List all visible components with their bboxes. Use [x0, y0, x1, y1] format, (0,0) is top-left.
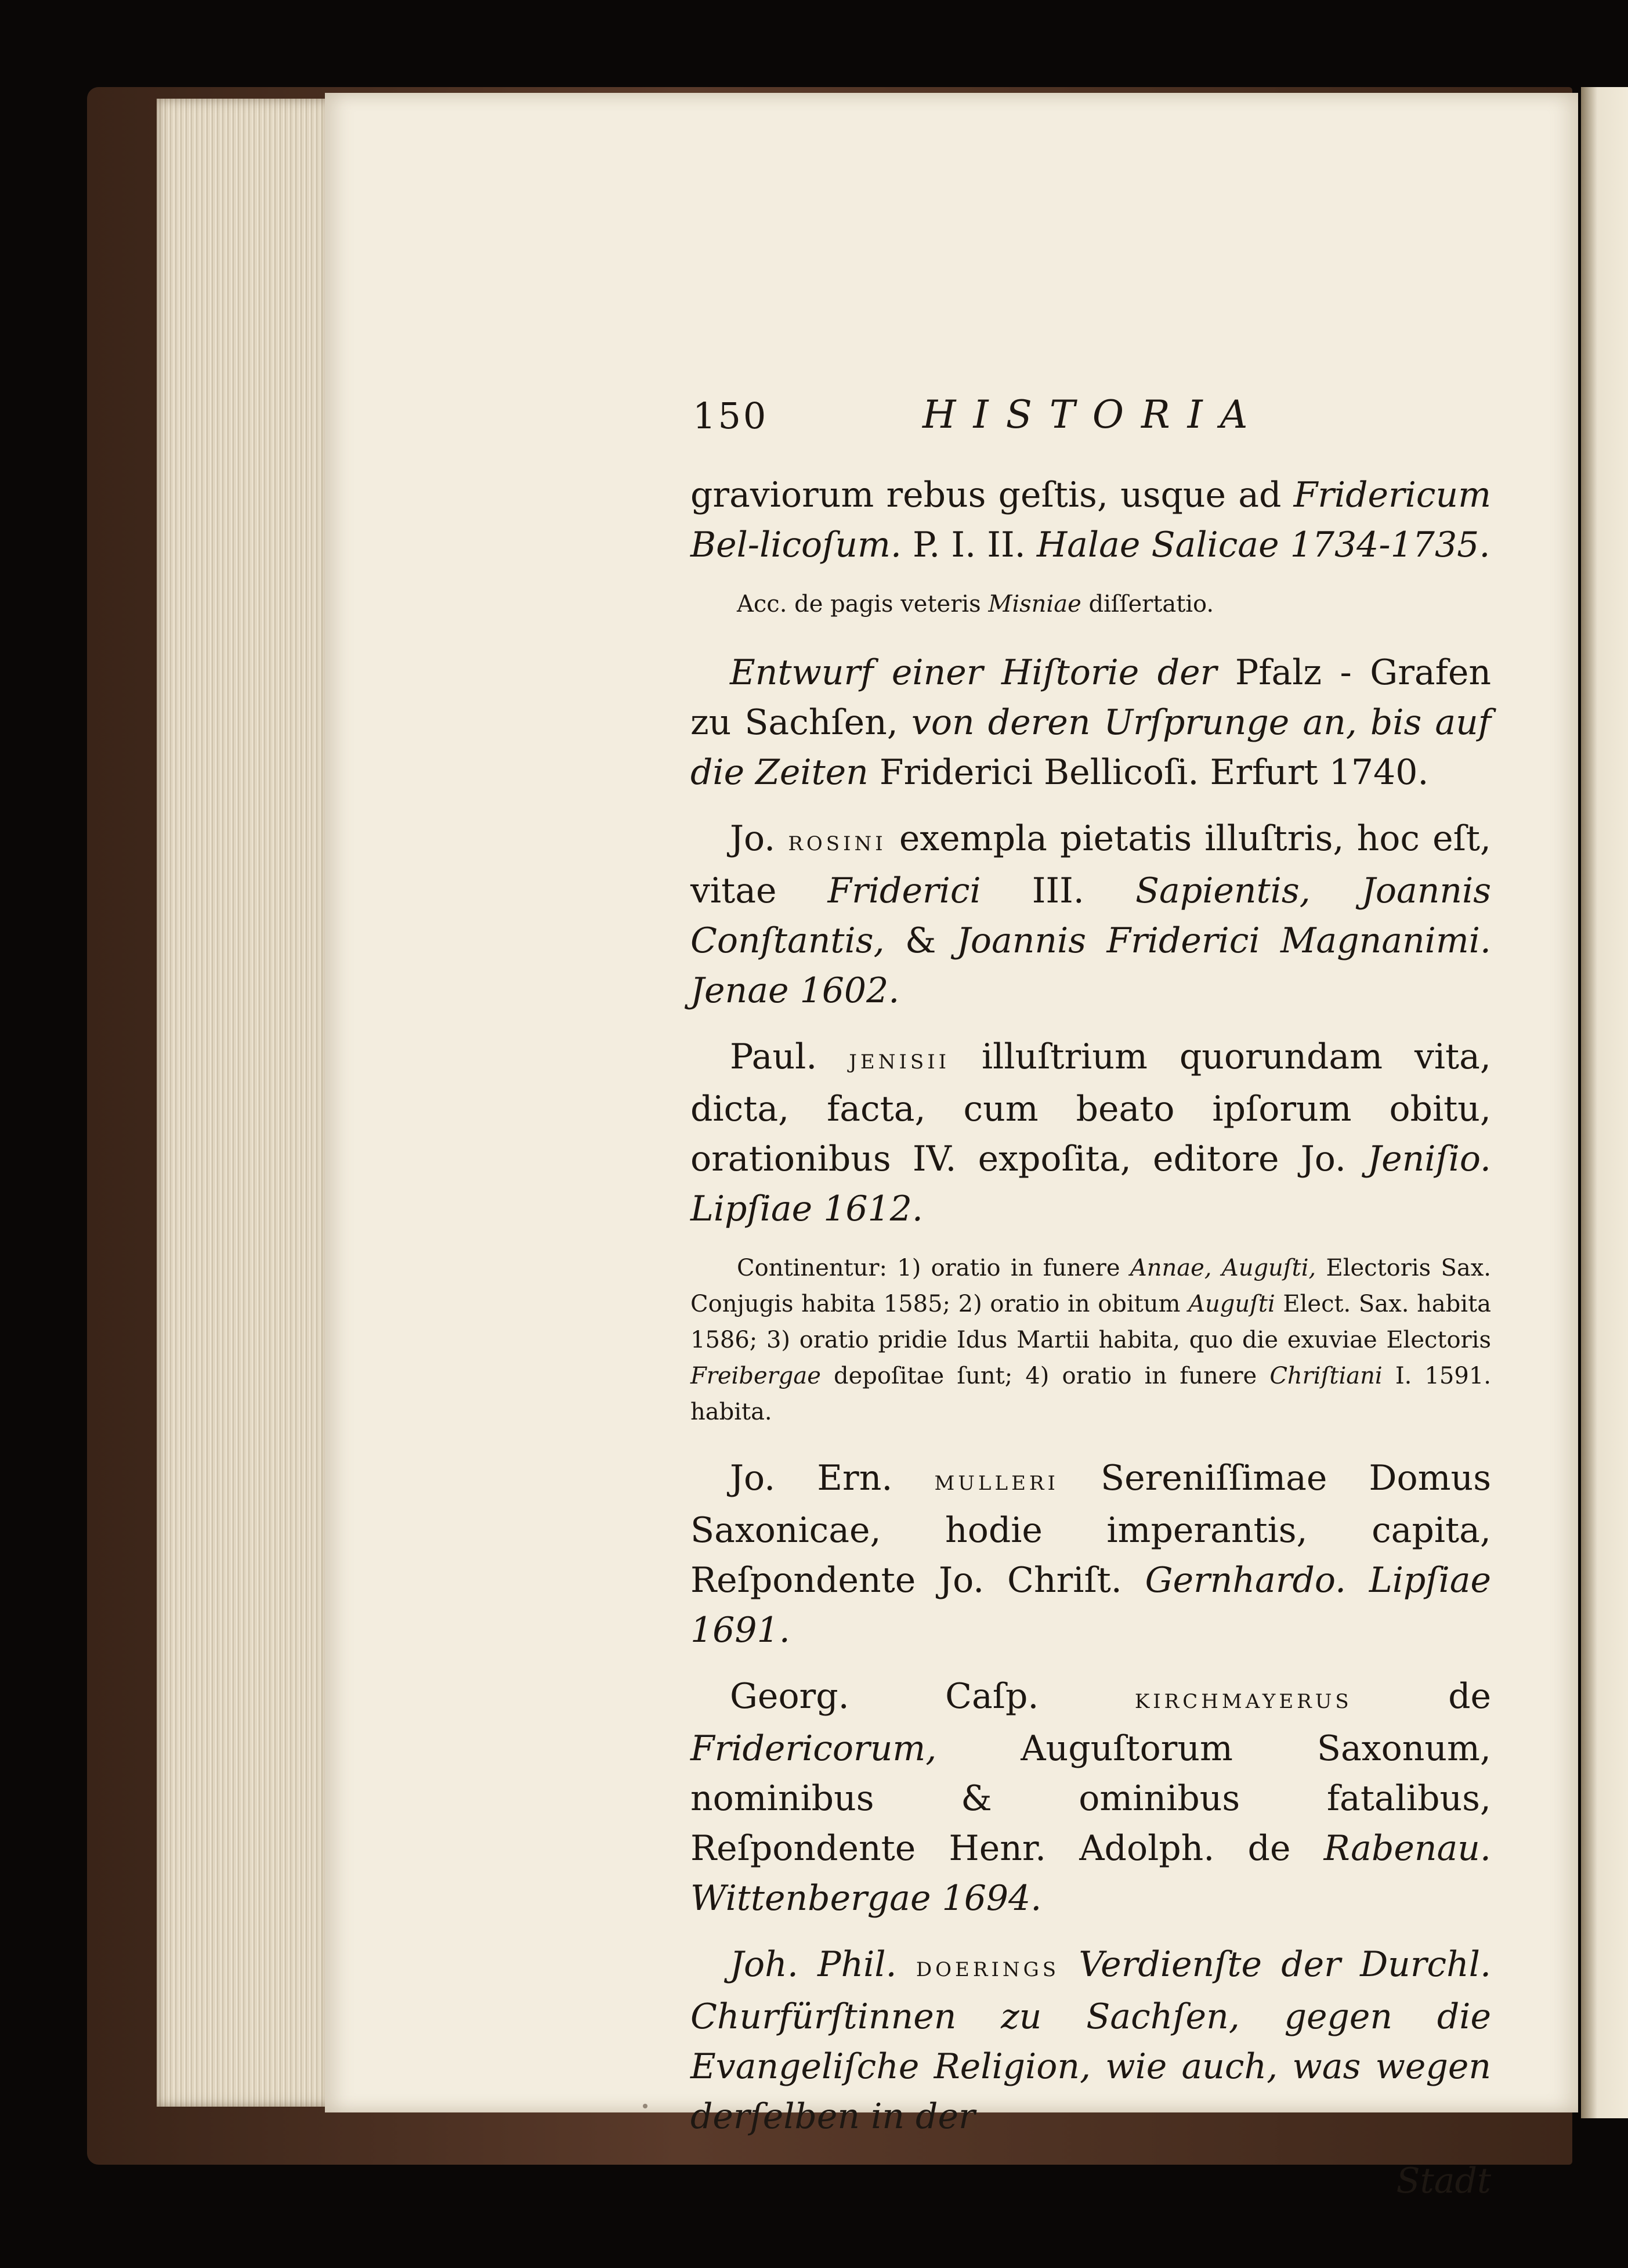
italic-run: Auguſti — [1188, 1291, 1275, 1317]
page-edges — [157, 99, 331, 2107]
italic-run: Entwurf einer Hiſtorie der — [730, 652, 1217, 693]
text-run: Friderici Bellicoſi. Erfurt 1740. — [868, 752, 1429, 793]
page-number: 150 — [693, 395, 769, 437]
text-run: Jo. — [730, 818, 788, 859]
text-run: Acc. de pagis veteris — [737, 591, 989, 617]
entry-kirchmayerus — [690, 1671, 1491, 1923]
italic-run: Sapientis, Joannis Conſtantis, — [690, 871, 1491, 961]
text-run: exempla pietatis illuſtris, hoc eſt, vitae — [690, 818, 1492, 911]
text-run: III. — [981, 871, 1135, 911]
italic-run: Jeniſio. Lipſiae 1612. — [690, 1139, 1491, 1229]
text-run: Elect. Sax. habita 1586; 3) oratio pridie Idus Martii habita, quo die exuviae Electoris — [690, 1291, 1491, 1353]
entry-rosini — [690, 814, 1491, 1016]
italic-run: Chriſtiani — [1269, 1363, 1383, 1389]
text-run: Electoris Sax. Conjugis habita 1585; 2) oratio in obitum — [690, 1255, 1492, 1317]
text-run: & — [884, 920, 957, 961]
text-run: Pfalz - Grafen zu Sachſen, — [690, 652, 1491, 743]
italic-run: Joh. Phil. — [730, 1944, 916, 1985]
text-run — [1059, 1944, 1079, 1985]
entry-doerings — [690, 1940, 1491, 2141]
italic-run: Rabenau. Wittenbergae 1694. — [690, 1828, 1491, 1919]
text-run: Sereniſſimae Domus Saxonicae, hodie imperantis, capita, Reſpondente Jo. Chriſt. — [690, 1458, 1491, 1601]
paper-speck — [643, 2104, 647, 2108]
entry-note — [690, 586, 1491, 622]
italic-run: Friderici — [827, 871, 981, 911]
author-name: jenisii — [849, 1043, 950, 1075]
catchword: Stadt — [1396, 2161, 1491, 2201]
text-run: P. I. II. — [901, 525, 1037, 565]
italic-run: Halae Salicae 1734-1735. — [1036, 525, 1490, 565]
page-header — [690, 383, 1491, 470]
text-run: illuſtrium quorundam vita, dicta, facta, cum beato ipſorum obitu, orationibus IV. expoſita, editore Jo. — [690, 1037, 1491, 1179]
italic-run: von deren Urſprunge an, bis auf die Zeiten — [690, 702, 1492, 793]
text-run: diſſertatio. — [1081, 591, 1214, 617]
text-run: depoſitae ſunt; 4) oratio in funere — [820, 1363, 1270, 1389]
italic-run: Freibergae — [690, 1363, 821, 1389]
author-name: mulleri — [934, 1464, 1059, 1497]
entry-continuation — [690, 470, 1491, 570]
entry-jenisii — [690, 1032, 1491, 1234]
author-name: rosini — [788, 825, 887, 857]
author-name: kirchmayerus — [1134, 1682, 1352, 1715]
author-name: doerings — [916, 1951, 1060, 1983]
text-run: graviorum rebus geſtis, usque ad — [690, 475, 1294, 515]
entry-entwurf — [690, 648, 1491, 797]
page-text — [690, 383, 1491, 2204]
italic-run: Joannis Friderici Magnanimi. Jenae 1602. — [690, 920, 1491, 1011]
text-run: de — [1352, 1676, 1491, 1717]
facing-page-edge — [1581, 87, 1628, 2118]
running-title: HISTORIA — [922, 392, 1265, 437]
text-run: Georg. Caſp. — [730, 1676, 1135, 1717]
text-run: Jo. Ern. — [730, 1458, 935, 1498]
italic-run: Annae, Auguſti, — [1130, 1255, 1316, 1281]
text-run: Continentur: 1) oratio in funere — [737, 1255, 1130, 1281]
italic-run: Fridericum Bel-licoſum. — [690, 475, 1491, 565]
text-run: Auguſtorum Saxonum, nominibus & ominibus fatalibus, Reſpondente Henr. Adolph. de — [690, 1728, 1491, 1869]
italic-run: Gernhardo. Lipſiae 1691. — [690, 1560, 1491, 1651]
italic-run: Misniae — [988, 591, 1081, 617]
italic-run: Fridericorum, — [690, 1728, 937, 1769]
text-run: I. 1591. habita. — [690, 1363, 1491, 1425]
text-run: Paul. — [730, 1037, 849, 1077]
italic-run: Verdienſte der Durchl. Churfürſtinnen zu Sachſen, gegen die Evangeliſche Religion, wie auch, was wegen derſelben in der — [690, 1944, 1492, 2137]
entry-note — [690, 1250, 1491, 1430]
entry-mulleri — [690, 1453, 1491, 1655]
